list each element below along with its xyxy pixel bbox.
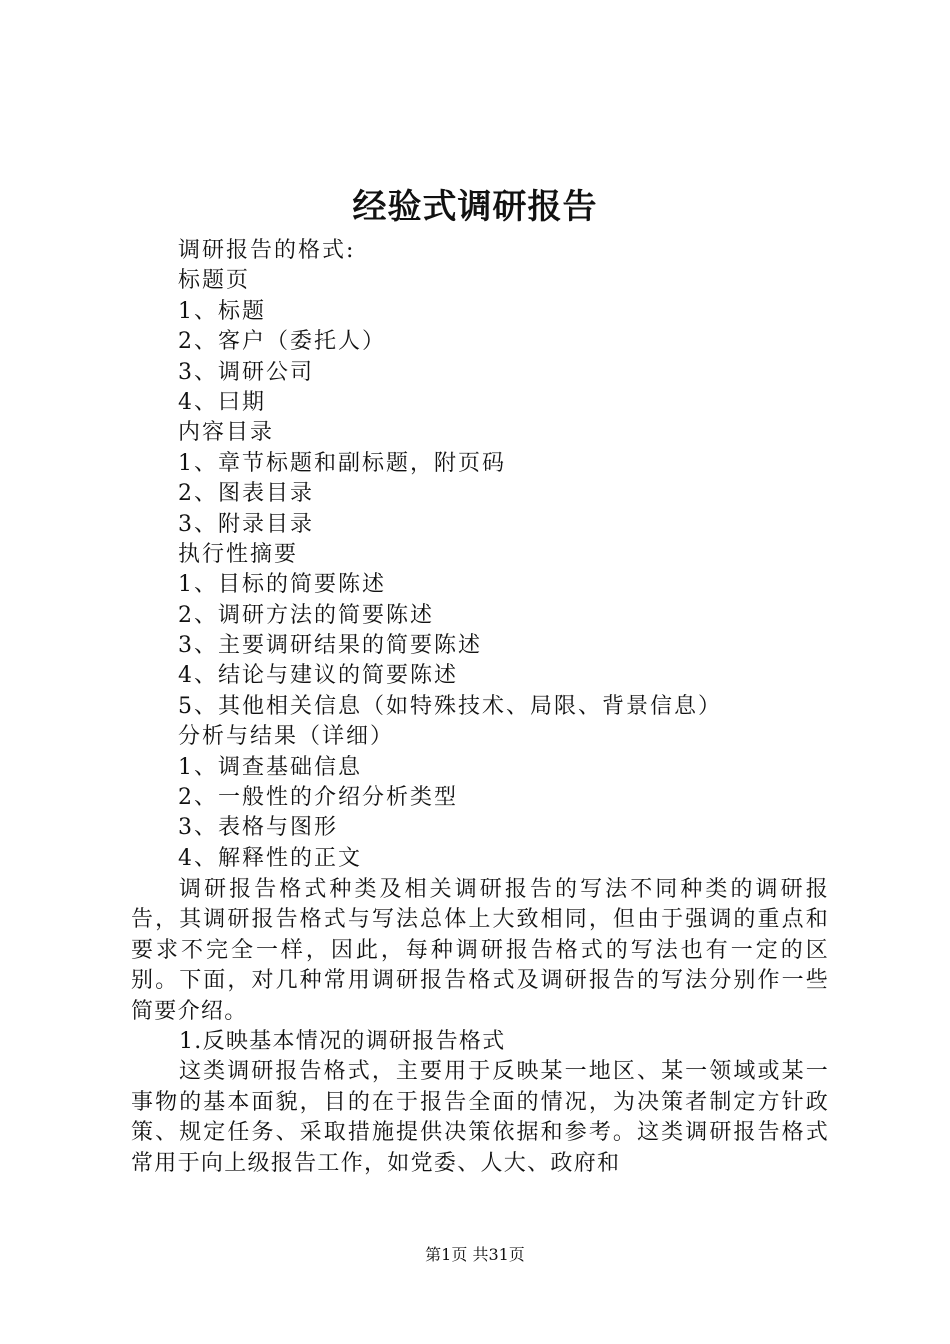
outline-line: 3、表格与图形: [178, 815, 338, 841]
outline-line: 1、目标的简要陈述: [178, 572, 386, 598]
format-outline: [178, 236, 878, 874]
outline-line: 分析与结果（详细）: [178, 724, 395, 750]
outline-line: 调研报告的格式:: [178, 238, 356, 263]
document-title: 经验式调研报告: [352, 187, 598, 227]
document-body: [131, 875, 829, 1179]
page-footer: 第1页 共31页: [425, 1245, 525, 1264]
outline-line: 3、主要调研结果的简要陈述: [178, 633, 482, 659]
body-paragraph: 调研报告格式种类及相关调研报告的写法不同种类的调研报告，其调研报告格式与写法总体上大致相同，但由于强调的重点和要求不完全一样，因此，每种调研报告格式的写法也有一定的区别。下面，对几种常用调研报告格式及调研报告的写法分别作一些简要介绍。: [131, 877, 829, 1024]
outline-line: 3、调研公司: [178, 359, 314, 385]
outline-line: 4、曰期: [178, 389, 266, 415]
outline-line: 1、标题: [178, 298, 266, 324]
body-paragraph: 这类调研报告格式，主要用于反映某一地区、某一领域或某一事物的基本面貌，目的在于报告全面的情况，为决策者制定方针政策、规定任务、采取措施提供决策依据和参考。这类调研报告格式常用于向上级报告工作，如党委、人大、政府和: [131, 1059, 829, 1176]
outline-line: 标题页: [178, 268, 251, 294]
outline-line: 1、调查基础信息: [178, 754, 362, 780]
outline-line: 3、附录目录: [178, 511, 314, 537]
outline-line: 2、客户（委托人）: [178, 329, 386, 355]
outline-line: 1、章节标题和副标题，附页码: [178, 450, 506, 476]
outline-line: 执行性摘要: [178, 541, 299, 567]
outline-line: 2、调研方法的简要陈述: [178, 602, 434, 628]
outline-line: 4、结论与建议的简要陈述: [178, 663, 458, 689]
outline-line: 2、一般性的介绍分析类型: [178, 785, 458, 811]
outline-line: 5、其他相关信息（如特殊技术、局限、背景信息）: [178, 693, 722, 719]
outline-line: 内容目录: [178, 420, 275, 446]
outline-line: 4、解释性的正文: [178, 845, 362, 871]
section-heading: 1.反映基本情况的调研报告格式: [179, 1029, 506, 1055]
outline-line: 2、图表目录: [178, 481, 314, 507]
